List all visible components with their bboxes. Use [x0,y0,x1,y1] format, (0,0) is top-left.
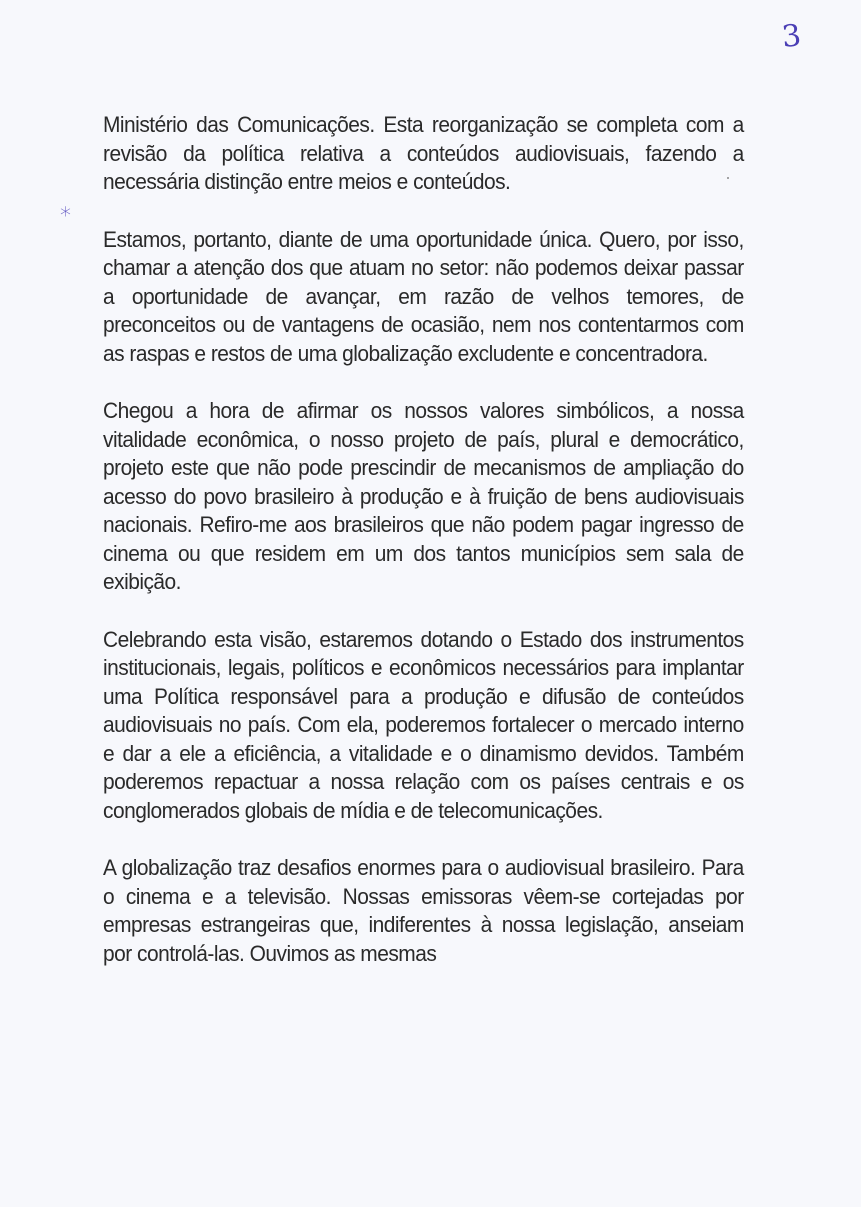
document-body [103,111,744,968]
paragraph: A globalização traz desafios enormes para o audiovisual brasileiro. Para o cinema e a televisão. Nossas emissoras vêem-se cortejadas por empresas estrangeiras que, indiferentes à nossa legislação, anseiam por controlá-las. Ouvimos as mesmas [103,855,744,966]
paragraph: Chegou a hora de afirmar os nossos valores simbólicos, a nossa vitalidade econômica, o nosso projeto de país, plural e democrático, projeto este que não pode prescindir de mecanismos de ampliação do acesso do povo brasileiro à produção e à fruição de bens audiovisuais nacionais. Refiro-me aos brasileiros que não podem pagar ingresso de cinema ou que residem em um dos tantos municípios sem sala de exibição. [103,398,744,594]
paragraph: Estamos, portanto, diante de uma oportunidade única. Quero, por isso, chamar a atenção dos que atuam no setor: não podemos deixar passar a oportunidade de avançar, em razão de velhos temores, de preconceitos ou de vantagens de ocasião, nem nos contentarmos com as raspas e restos de uma globalização excludente e concentradora. [103,226,744,366]
handwritten-page-number: 3 [780,18,803,55]
paragraph: Ministério das Comunicações. Esta reorganização se completa com a revisão da política relativa a conteúdos audiovisuais, fazendo a necessária distinção entre meios e conteúdos. [103,112,744,194]
handwritten-asterisk-mark: * [60,204,71,229]
paragraph: Celebrando esta visão, estaremos dotando o Estado dos instrumentos institucionais, legais, políticos e econômicos necessários para implantar uma Política responsável para a produção e difusão de conteúdos audiovisuais no país. Com ela, poderemos fortalecer o mercado interno e dar a ele a eficiência, a vitalidade e o dinamismo devidos. Também poderemos repactuar a nossa relação com os países centrais e os conglomerados globais de mídia e de telecomunicações. [103,626,744,823]
